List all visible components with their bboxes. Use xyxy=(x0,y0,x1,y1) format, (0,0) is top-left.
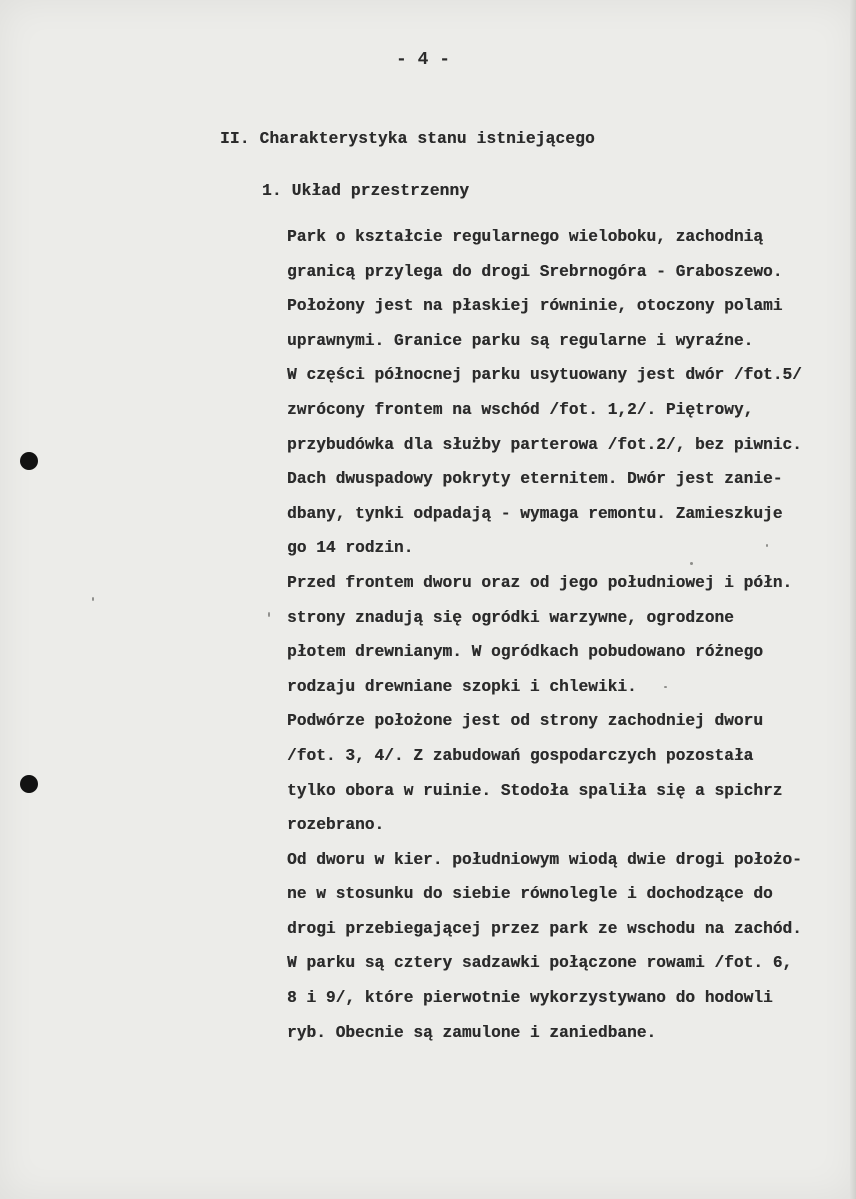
section-heading: II. Charakterystyka stanu istniejącego xyxy=(220,130,595,148)
text-line: zwrócony frontem na wschód /fot. 1,2/. Piętrowy, xyxy=(287,400,754,419)
text-line: Przed frontem dworu oraz od jego południowej i półn. xyxy=(287,573,793,592)
text-line: go 14 rodzin. xyxy=(287,539,414,558)
speck xyxy=(92,597,94,601)
speck xyxy=(268,612,270,617)
text-line: 8 i 9/, które pierwotnie wykorzystywano do hodowli xyxy=(287,989,773,1008)
text-line: Park o kształcie regularnego wieloboku, zachodnią xyxy=(287,228,763,246)
text-line: Położony jest na płaskiej równinie, otoczony polami xyxy=(287,297,783,316)
text-line: tylko obora w ruinie. Stodoła spaliła się a spichrz xyxy=(287,781,783,800)
text-line: Dach dwuspadowy pokryty eternitem. Dwór jest zanie- xyxy=(287,470,783,489)
text-line: dbany, tynki odpadają - wymaga remontu. Zamieszkuje xyxy=(287,504,783,523)
text-line: strony znadują się ogródki warzywne, ogrodzone xyxy=(287,608,734,627)
text-line: W parku są cztery sadzawki połączone rowami /fot. 6, xyxy=(287,954,793,973)
text-line: Od dworu w kier. południowym wiodą dwie drogi położo- xyxy=(287,850,802,869)
text-line: granicą przylega do drogi Srebrnogóra - Graboszewo. xyxy=(287,262,783,281)
text-line: przybudówka dla służby parterowa /fot.2/, bez piwnic. xyxy=(287,435,802,454)
text-line: płotem drewnianym. W ogródkach pobudowano różnego xyxy=(287,643,763,662)
text-line: uprawnymi. Granice parku są regularne i wyraźne. xyxy=(287,331,754,350)
page-number: - 4 - xyxy=(396,50,451,70)
punch-hole xyxy=(20,775,38,793)
body-text xyxy=(287,220,802,1050)
punch-hole xyxy=(20,452,38,470)
text-line: W części północnej parku usytuowany jest dwór /fot.5/ xyxy=(287,366,802,385)
text-line: Podwórze położone jest od strony zachodniej dworu xyxy=(287,712,763,731)
text-line: rozebrano. xyxy=(287,816,385,835)
text-line: ne w stosunku do siebie równolegle i dochodzące do xyxy=(287,885,773,904)
page-edge-shadow xyxy=(850,0,856,1199)
text-line: /fot. 3, 4/. Z zabudowań gospodarczych pozostała xyxy=(287,746,754,765)
subsection-heading: 1. Układ przestrzenny xyxy=(262,182,470,200)
text-line: ryb. Obecnie są zamulone i zaniedbane. xyxy=(287,1023,657,1042)
text-line: rodzaju drewniane szopki i chlewiki. xyxy=(287,677,637,696)
text-line: drogi przebiegającej przez park ze wschodu na zachód. xyxy=(287,919,802,938)
